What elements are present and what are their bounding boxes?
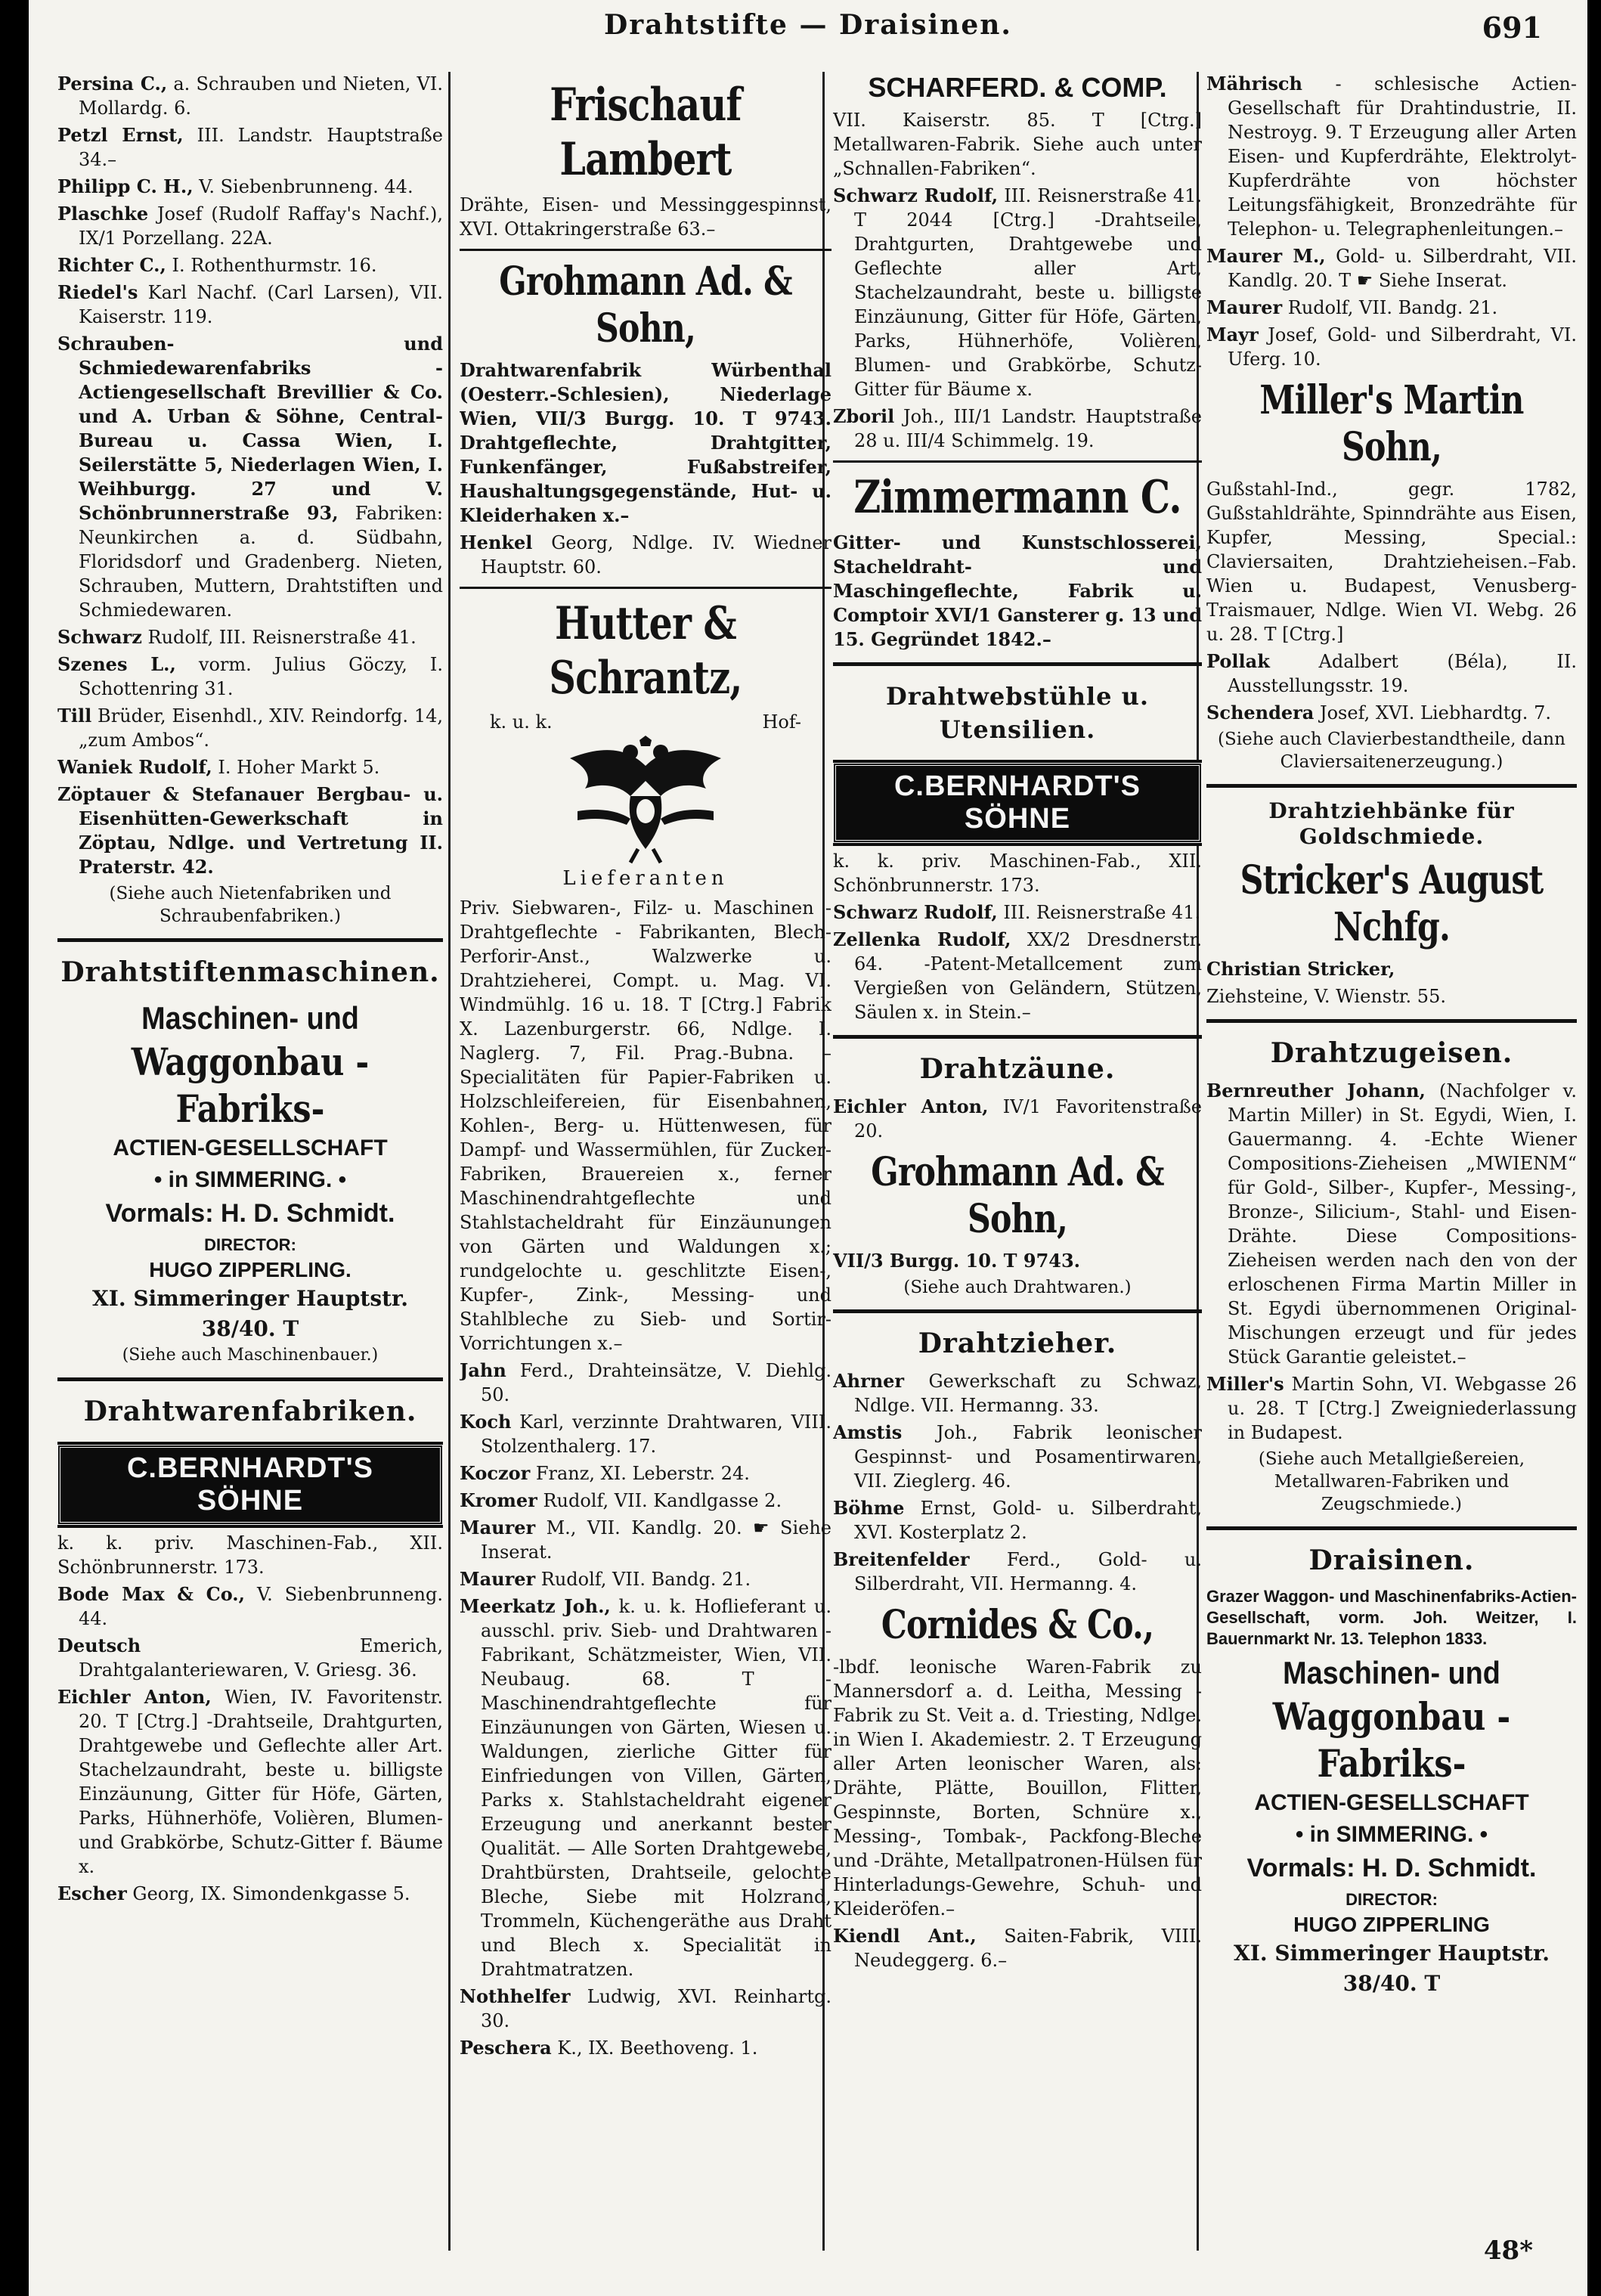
simmering-advertisement [1206,1653,1577,1999]
bernhardt-banner-wrap [57,1437,443,1531]
directory-entry: Ahrner Gewerkschaft zu Schwaz, Ndlge. VII. Hermanng. 33. [833,1370,1202,1416]
directory-entry: Kiendl Ant., Saiten-Fabrik, VIII. Neudeggerg. 6.– [833,1925,1202,1971]
ad-line: Waggonbau - Fabriks- [131,1040,370,1131]
ad-line: Waggonbau - Fabriks- [1272,1694,1511,1786]
cornides-heading: Cornides & Co., [881,1602,1154,1648]
column-1 [57,72,443,2277]
grohmann-text: VII/3 Burgg. 10. T 9743. [833,1250,1081,1272]
simmering-advertisement [57,998,443,1367]
ad-line: ACTIEN-GESELLSCHAFT [113,1136,388,1160]
ad-line: HUGO ZIPPERLING. [149,1258,351,1281]
directory-entry: Koczor Franz, XI. Leberstr. 24. [460,1462,750,1484]
section-heading: Drahtziehbänke für Goldschmiede. [1268,798,1515,849]
section-heading: Drahtwebstühle u. Utensilien. [885,682,1150,744]
directory-entry: Kromer Rudolf, VII. Kandlgasse 2. [460,1489,782,1511]
section-divider [460,587,831,589]
directory-entry: Bernreuther Johann, (Nachfolger v. Martin Miller) in St. Egydi, Wien, I. Gauermanng. 4. -Echte Wiener Compositions-Zieheisen „MWIENM“ für Gold-, Silber-, Kupfer-, Messing-, Bronze-, Silicium-, Stahl- und Eisen-Drähte. Diese Compositions-Zieheisen werden nach den von der erloschenen Firma Martin Miller in St. Egydi übernommenen Original-Mischungen erzeugt und für jedes Stück Garantie geleistet.– [1206,1080,1577,1368]
frischauf-text: Drähte, Eisen- und Messinggespinnst, XVI. Ottakringerstraße 63.– [460,194,831,240]
directory-entry: Pollak Adalbert (Béla), II. Ausstellungsstr. 19. [1206,650,1577,696]
stricker-line: Ziehsteine, V. Wienstr. 55. [1206,986,1446,1007]
section-heading: Drahtstiftenmaschinen. [60,956,440,988]
directory-entry: Koch Karl, verzinnte Drahtwaren, VIII. Stolzenthalerg. 17. [460,1411,831,1457]
page-number: 691 [1482,11,1542,45]
directory-entry: Petzl Ernst, III. Landstr. Hauptstraße 34.– [57,124,443,170]
page [29,0,1587,2296]
directory-entry: Mayr Josef, Gold- und Silberdraht, VI. Uferg. 10. [1206,324,1577,370]
column-2 [460,72,831,2277]
grohmann-heading: Grohmann Ad. & Sohn, [871,1149,1164,1242]
section-divider [833,460,1202,463]
directory-entry: Mährisch - schlesische Actien-Gesellschaft für Drahtindustrie, II. Nestroyg. 9. T Erzeugung aller Arten Eisen- und Kupferdrähte, Elektrolyt-Kupferdrähte von höchster Leitungsfähigkeit, Bronzedrähte für Telephon- u. Telegraphenleitungen.– [1206,73,1577,240]
zimmermann-text: Gitter- und Kunstschlosserei, Stacheldraht- und Maschingeflechte, Fabrik u. Comptoir XVI/1 Gansterer g. 13 und 15. Gegründet 1842.– [833,531,1202,650]
hutter-heading: Hutter & Schrantz, [549,597,742,705]
directory-entry: Schwarz Rudolf, III. Reisnerstraße 41. [833,901,1201,923]
directory-entry: Zboril Joh., III/1 Landstr. Hauptstraße 28 u. III/4 Schimmelg. 19. [833,405,1202,451]
grohmann-heading: Grohmann Ad. & Sohn, [499,259,792,352]
section-divider [833,1309,1202,1313]
ad-line: Vormals: H. D. Schmidt. [1246,1854,1537,1882]
directory-entry: Bode Max & Co., V. Siebenbrunneng. 44. [57,1583,443,1629]
column-4 [1206,72,1577,2277]
directory-entry: Escher Georg, IX. Simondenkgasse 5. [57,1882,410,1904]
cross-reference-note: (Siehe auch Clavierbestandtheile, dann Claviersaitenerzeugung.) [1218,730,1565,772]
ad-line: XI. Simmeringer Hauptstr. 38/40. T [92,1286,408,1341]
directory-entry: Maurer M., Gold- u. Silberdraht, VII. Kandlg. 20. T ☛ Siehe Inserat. [1206,245,1577,291]
directory-entry: Maurer Rudolf, VII. Bandg. 21. [1206,296,1498,318]
scharferd-text: VII. Kaiserstr. 85. T [Ctrg.] Metallwaren-Fabrik. Siehe auch unter „Schnallen-Fabriken“. [833,110,1202,179]
cross-reference-note: (Siehe auch Drahtwaren.) [903,1278,1132,1297]
directory-entry: Szenes L., vorm. Julius Göczy, I. Schottenring 31. [57,653,443,699]
bernhardt-text: k. k. priv. Maschinen-Fab., XII. Schönbrunnerstr. 173. [833,851,1202,896]
directory-entry: Waniek Rudolf, I. Hoher Markt 5. [57,756,380,778]
section-heading: Draisinen. [1308,1545,1475,1576]
zoeptauer-entry: Zöptauer & Stefanauer Bergbau- u. Eisenhütten-Gewerkschaft in Zöptau, Ndlge. und Vertretung II. Praterstr. 42. [57,783,443,878]
directory-entry: Maurer M., VII. Kandlg. 20. ☛ Siehe Inserat. [460,1517,831,1563]
hutter-text: Priv. Siebwaren-, Filz- u. Maschinen - Drahtgeflechte - Fabrikanten, Blech-Perforir-Anst., Walzwerke u. Drahtzieherei, Compt. u. Mag. VI. Windmühlg. 16 u. 18. T [Ctrg.] Fabrik X. Lazenburgerstr. 66, Ndlge. I. Naglerg. 7, Fil. Prag.-Bubna. –Specialitäten für Papier-Fabriken u. Holzschleifereien, für Eisenbahnen, Kohlen-, Berg- u. Hüttenwesen, für Dampf- und Wassermühlen, für Zucker-Fabriken, Brauereien x., ferner Maschinendrahtgeflechte und Stahlstacheldraht für Einzäunungen von Gärten und Waldungen x.; rundgelochte u. geschlitzte Eisen-, Kupfer-, Zink-, Messing- und Stahlbleche zu Sieb- und Sortir-Vorrichtungen x.– [460,897,831,1354]
directory-entry: Richter C., I. Rothenthurmstr. 16. [57,254,377,276]
directory-entry: Philipp C. H., V. Siebenbrunneng. 44. [57,175,413,197]
directory-entry: Riedel's Karl Nachf. (Carl Larsen), VII. Kaiserstr. 119. [57,281,443,327]
directory-entry: Nothhelfer Ludwig, XVI. Reinhartg. 30. [460,1985,831,2031]
directory-entry: Till Brüder, Eisenhdl., XIV. Reindorfg. 14, „zum Ambos“. [57,705,443,751]
directory-entry: Miller's Martin Sohn, VI. Webgasse 26 u. 28. T [Ctrg.] Zweigniederlassung in Budapest. [1206,1373,1577,1443]
section-divider [57,1377,443,1381]
page-header [29,9,1587,54]
ad-line: XI. Simmeringer Hauptstr. 38/40. T [1234,1941,1550,1996]
directory-entry: Schwarz Rudolf, III. Reisnerstraße 41. [57,626,417,648]
schrauben-entry: Schrauben- und Schmiedewarenfabriks - Actiengesellschaft Brevillier & Co. und A. Urban & Söhne, Central-Bureau u. Cassa Wien, I. Seilerstätte 5, Niederlagen Wien, I. Weihburgg. 27 und V. Schönbrunnerstraße 93, Fabriken: Neunkirchen a. d. Südbahn, Floridsdorf und Gradenberg. Nieten, Schrauben, Muttern, Drahtstiften und Schmiedewaren. [57,333,443,621]
entry-list [57,72,443,329]
cross-reference-note: (Siehe auch Metallgießereien, Metallwaren-Fabriken und Zeugschmiede.) [1258,1449,1525,1514]
miller-heading: Miller's Martin Sohn, [1259,377,1524,470]
ad-line: • in SIMMERING. • [1295,1822,1488,1847]
grazer-entry: Grazer Waggon- und Maschinenfabriks-Actien-Gesellschaft, vorm. Joh. Weitzer, I. Bauernmarkt Nr. 13. Telephon 1833. [1206,1587,1577,1648]
directory-entry: Deutsch Emerich, Drahtgalanteriewaren, V. Griesg. 36. [57,1634,443,1681]
running-title: Drahtstifte — Draisinen. [604,9,1012,41]
bernhardt-banner-wrap [833,755,1202,849]
column-3 [833,72,1202,2277]
section-divider [1206,784,1577,788]
ad-line: HUGO ZIPPERLING [1293,1913,1490,1936]
directory-entry: Breitenfelder Ferd., Gold- u. Silberdraht, VII. Hermanng. 4. [833,1548,1202,1594]
ad-line: Maschinen- und [1283,1655,1500,1690]
directory-entry: Eichler Anton, Wien, IV. Favoritenstr. 20. T [Ctrg.] -Drahtseile, Drahtgurten, Drahtgewebe und Geflechte aller Art. Stachelzaundraht, beste u. billigste Einzäunung, Gitter für Höfe, Gärten, Parks, Hühnerhöfe, Volièren, Blumen- und Grabkörbe, Schutz-Gitter f. Bäume x. [57,1686,443,1877]
directory-entry: Persina C., a. Schrauben und Nieten, VI. Mollardg. 6. [57,73,443,119]
section-heading: Drahtwarenfabriken. [83,1396,417,1427]
section-divider [57,938,443,942]
section-divider [460,249,831,251]
ad-line: Vormals: H. D. Schmidt. [105,1199,395,1228]
grohmann-text: Drahtwarenfabrik Würbenthal (Oesterr.-Schlesien), Niederlage Wien, VII/3 Burgg. 10. T 9743. Drahtgeflechte, Drahtgitter, Funkenfänger, Fußabstreifer, Haushaltungsgegenstände, Hut- u. Kleiderhaken x.– [460,359,831,526]
ad-line: DIRECTOR: [204,1235,296,1254]
ad-line: Maschinen- und [141,1000,359,1036]
scharferd-heading: SCHARFERD. & COMP. [868,72,1167,103]
directory-entry: Maurer Rudolf, VII. Bandg. 21. [460,1568,751,1590]
ad-line: • in SIMMERING. • [153,1167,347,1192]
directory-entry: Jahn Ferd., Drahteinsätze, V. Diehlg. 50. [460,1359,831,1405]
stricker-line: Christian Stricker, [1206,958,1395,980]
ad-note: (Siehe auch Maschinenbauer.) [122,1346,379,1365]
stricker-heading: Stricker's August Nchfg. [1240,857,1544,950]
directory-entry: Peschera K., IX. Beethoveng. 1. [460,2037,758,2059]
bernhardt-banner: C.BERNHARDT'S SÖHNE [833,763,1202,843]
miller-text: Gußstahl-Ind., gegr. 1782, Gußstahldrähte, Spinndrähte aus Eisen, Kupfer, Messing, Special.: Claviersaiten, Drahtzieheisen.–Fab. Wien u. Budapest, Venusberg-Traismauer, Ndlge. Wien VI. Webg. 26 u. 28. T [Ctrg.] [1206,479,1577,645]
section-heading: Drahtzugeisen. [1270,1037,1513,1069]
section-divider [833,662,1202,666]
ad-line: ACTIEN-GESELLSCHAFT [1254,1790,1529,1815]
section-heading: Drahtzäune. [919,1053,1116,1085]
directory-entry: Amstis Joh., Fabrik leonischer Gespinnst- und Posamentirwaren, VII. Zieglerg. 46. [833,1421,1202,1492]
directory-entry: Schendera Josef, XVI. Liebhardtg. 7. [1206,702,1551,724]
directory-entry: Henkel Georg, Ndlge. IV. Wiedner Hauptstr. 60. [460,531,831,578]
hof-right: Hof- [762,711,801,733]
signature-mark: 48* [1483,2236,1533,2266]
ad-line: DIRECTOR: [1346,1890,1438,1909]
lieferanten-label: Lieferanten [562,867,729,890]
directory-entry: Böhme Ernst, Gold- u. Silberdraht, XVI. Kosterplatz 2. [833,1497,1202,1543]
bernhardt-text: k. k. priv. Maschinen-Fab., XII. Schönbrunnerstr. 173. [57,1532,443,1578]
section-divider [833,1035,1202,1039]
column-rule [448,72,451,2251]
directory-entry: Schwarz Rudolf, III. Reisnerstraße 41. T 2044 [Ctrg.] -Drahtseile, Drahtgurten, Drahtgewebe und Geflechte aller Art, Stachelzaundraht, beste u. billigste Einzäunung, Gitter für Höfe, Gärten, Parks, Hühnerhöfe, Volièren, Blumen- und Grabkörbe, Schutz-Gitter für Bäume x. [833,184,1202,400]
hof-line [460,711,831,733]
cross-reference-note: (Siehe auch Nietenfabriken und Schraubenfabriken.) [109,884,392,926]
directory-entry: Eichler Anton, IV/1 Favoritenstraße 20. [833,1095,1202,1142]
section-divider [1206,1526,1577,1530]
double-headed-eagle-icon [555,736,736,864]
section-heading: Drahtzieher. [918,1328,1117,1359]
section-divider [1206,1019,1577,1023]
directory-entry: Meerkatz Joh., k. u. k. Hoflieferant u. ausschl. priv. Sieb- und Drahtwaren - Fabrikant, Schätzmeister, Wien, VII. Neubaug. 68. T -Maschinendrahtgeflechte für Einzäunungen von Gärten, Wiesen u. Waldungen, zierliche Gitter für Einfriedungen von Villen, Gärten, Parks x. Stahlstacheldraht eigener Erzeugung und anerkannt bester Qualität. — Alle Sorten Drahtgewebe, Drahtbürsten, Drahtseile, gelochte Bleche, Siebe mit Holzrand, Trommeln, Küchengeräthe aus Draht und Blech x. Specialität in Drahtmatratzen. [460,1595,831,1980]
zimmermann-heading: Zimmermann C. [853,471,1181,524]
hof-left: k. u. k. [490,711,553,733]
frischauf-heading: Frischauf Lambert [550,79,742,186]
directory-entry: Zellenka Rudolf, XX/2 Dresdnerstr. 64. -Patent-Metallcement zum Vergießen von Geländern, Stützen, Säulen x. in Stein.– [833,928,1202,1023]
cornides-text: -lbdf. leonische Waren-Fabrik zu Mannersdorf a. d. Leitha, Messing - Fabrik zu St. Veit a. d. Triesting, Ndlge. in Wien I. Akademiestr. 2. T Erzeugung aller Arten leonischer Waren, als: Drähte, Plätte, Bouillon, Flitter, Gespinnste, Borten, Schnüre x., Messing-, Tombak-, Packfong-Bleche und -Drähte, Metallpatronen-Hülsen für Hinterladungs-Gewehre, Schuh- und Kleideröfen.– [833,1656,1202,1920]
bernhardt-banner: C.BERNHARDT'S SÖHNE [57,1445,443,1525]
directory-entry: Plaschke Josef (Rudolf Raffay's Nachf.), IX/1 Porzellang. 22A. [57,203,443,249]
